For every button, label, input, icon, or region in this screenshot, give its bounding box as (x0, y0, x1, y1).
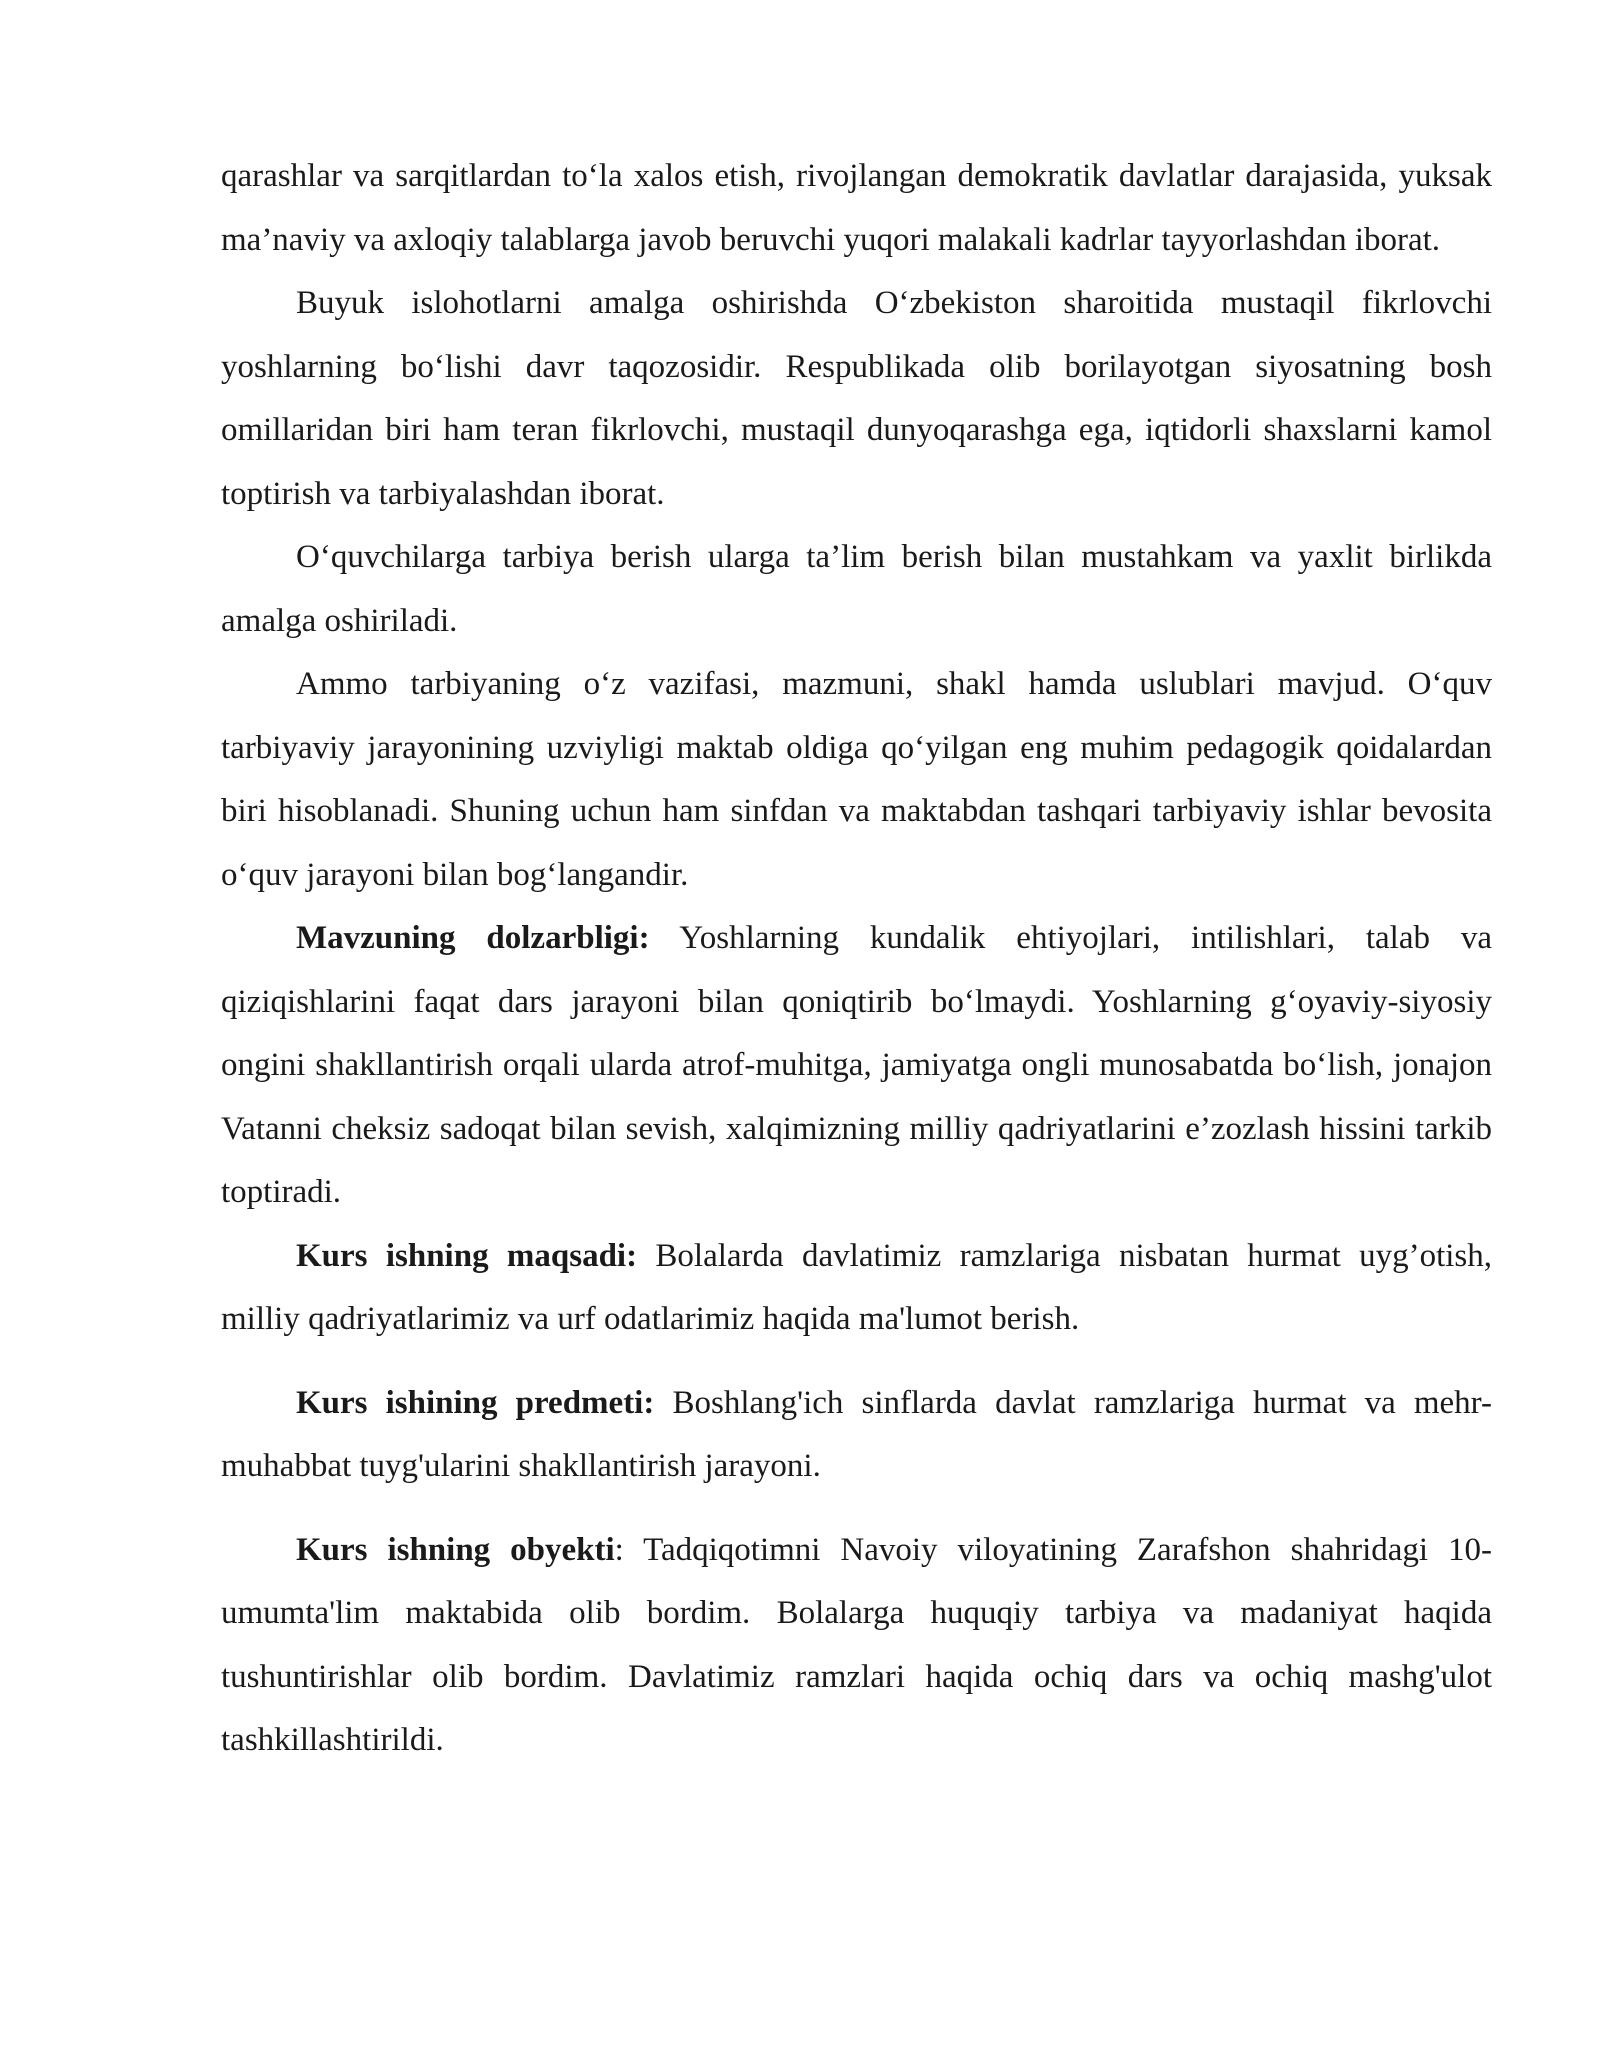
paragraph-continuation (221, 145, 1492, 272)
paragraph-purpose (221, 1225, 1492, 1352)
paragraph-subject (221, 1372, 1492, 1499)
paragraph-text: : Tadqiqotimni Navoiy viloyatining Zarafshon shahridagi 10-umumta'lim maktabida olib bordim. Bolalarga huquqiy tarbiya va madaniyat haqida tushuntirishlar olib bordim. Davlatimiz ramzlari haqida ochiq dars va ochiq mashg'ulot tashkillashtirildi. (221, 1531, 1492, 1758)
paragraph-text: Boshlang'ich sinflarda davlat ramzlariga hurmat va mehr-muhabbat tuyg'ularini shakllantirish jarayoni. (221, 1384, 1492, 1484)
paragraph-relevance (221, 907, 1492, 1225)
paragraph-text: Bolalarda davlatimiz ramzlariga nisbatan hurmat uyg’otish, milliy qadriyatlarimiz va urf odatlarimiz haqida ma'lumot berish. (221, 1237, 1493, 1337)
document-page (221, 145, 1492, 1773)
paragraph-label: Kurs ishning maqsadi: (296, 1237, 638, 1274)
paragraph-education (221, 526, 1492, 653)
paragraph-label: Kurs ishning obyekti (296, 1531, 615, 1568)
paragraph-text: Yoshlarning kundalik ehtiyojlari, intilishlari, talab va qiziqishlarini faqat dars jarayoni bilan qoniqtirib bo‘lmaydi. Yoshlarning g‘oyaviy-siyosiy ongini shakllantirish orqali ularda atrof-muhitga, jamiyatga ongli munosabatda bo‘lish, jonajon Vatanni cheksiz sadoqat bilan sevish, xalqimizning milliy qadriyatlarini e’zozlash hissini tarkib toptiradi. (221, 920, 1492, 1210)
paragraph-object (221, 1519, 1492, 1773)
paragraph-text: O‘quvchilarga tarbiya berish ularga ta’lim berish bilan mustahkam va yaxlit birlikda amalga oshiriladi. (221, 539, 1492, 639)
paragraph-text: Buyuk islohotlarni amalga oshirishda O‘zbekiston sharoitida mustaqil fikrlovchi yoshlarning bo‘lishi davr taqozosidir. Respublikada olib borilayotgan siyosatning bosh omillaridan biri ham teran fikrlovchi, mustaqil dunyoqarashga ega, iqtidorli shaxslarni kamol toptirish va tarbiyalashdan iborat. (221, 285, 1492, 512)
paragraph-upbringing (221, 653, 1492, 907)
paragraph-label: Mavzuning dolzarbligi: (296, 920, 650, 956)
paragraph-reforms (221, 272, 1492, 526)
paragraph-text: qarashlar va sarqitlardan to‘la xalos etish, rivojlangan demokratik davlatlar darajasida, yuksak ma’naviy va axloqiy talablarga javob beruvchi yuqori malakali kadrlar tayyorlashdan iborat. (221, 158, 1492, 258)
paragraph-text: Ammo tarbiyaning o‘z vazifasi, mazmuni, shakl hamda uslublari mavjud. O‘quv tarbiyaviy jarayonining uzviyligi maktab oldiga qo‘yilgan eng muhim pedagogik qoidalardan biri hisoblanadi. Shuning uchun ham sinfdan va maktabdan tashqari tarbiyaviy ishlar bevosita o‘quv jarayoni bilan bog‘langandir. (221, 666, 1492, 893)
paragraph-label: Kurs ishining predmeti: (296, 1384, 655, 1421)
